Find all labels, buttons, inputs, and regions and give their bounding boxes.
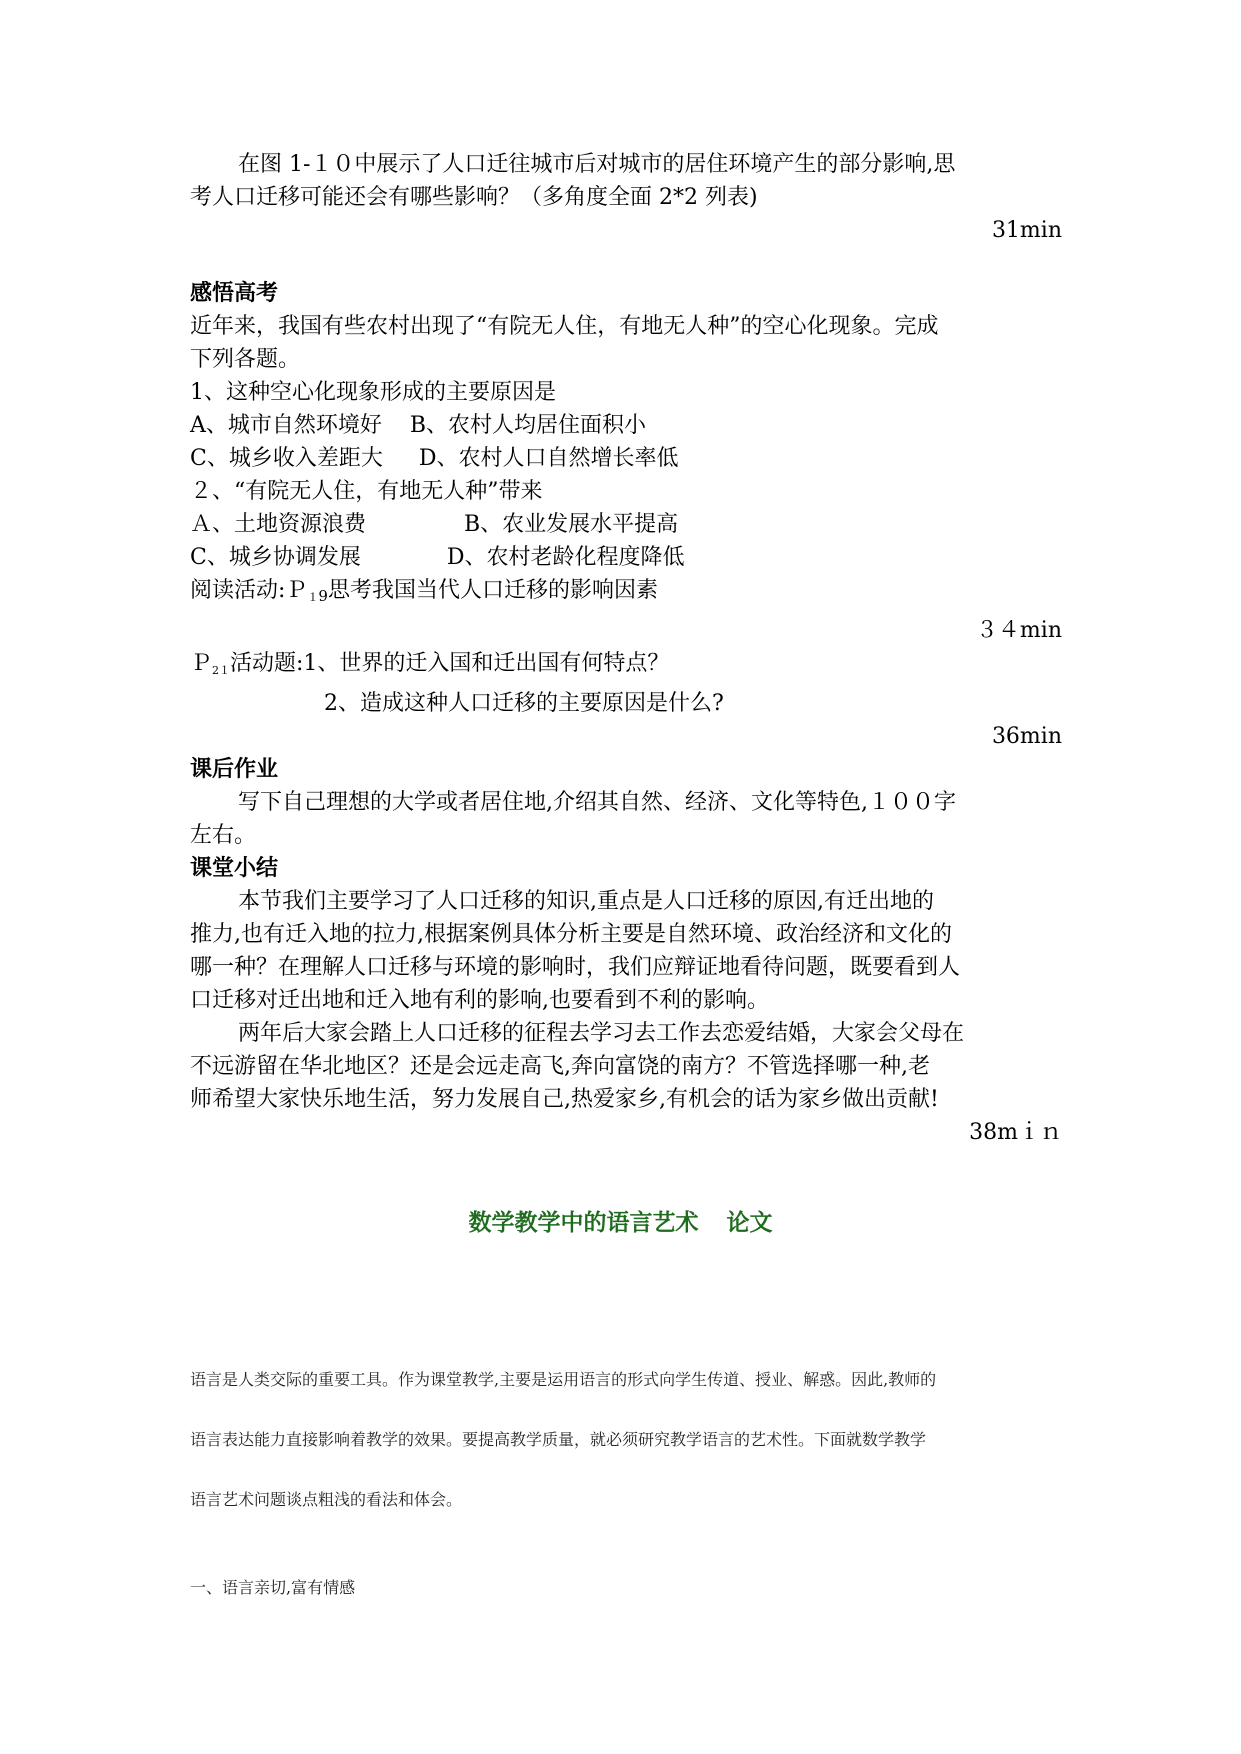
summary-p1-line-2: 推力,也有迁入地的拉力,根据案例具体分析主要是自然环境、政治经济和文化的 bbox=[190, 922, 952, 947]
summary-p1-line-1: 本节我们主要学习了人口迁移的知识,重点是人口迁移的原因,有迁出地的 bbox=[238, 889, 934, 914]
homework-line-1: 写下自己理想的大学或者居住地,介绍其自然、经济、文化等特色,１００字 bbox=[238, 790, 956, 815]
summary-p1-line-4: 口迁移对迁出地和迁入地有利的影响,也要看到不利的影响。 bbox=[190, 988, 769, 1013]
activity-question-1 bbox=[190, 647, 1062, 687]
homework-heading: 课后作业 bbox=[190, 757, 279, 782]
paper-title bbox=[0, 1204, 1241, 1237]
paper-line-2: 语言表达能力直接影响着教学的效果。要提高教学质量，就必须研究教学语言的艺术性。下面就数学教学 bbox=[190, 1430, 927, 1449]
paper-title-tag: 论文 bbox=[726, 1210, 773, 1236]
question-2-options-ab bbox=[190, 508, 1062, 541]
summary-p1-line-3: 哪一种？在理解人口迁移与环境的影响时，我们应辩证地看待问题，既要看到人 bbox=[190, 955, 961, 980]
intro-line-2: 考人口迁移可能还会有哪些影响？（多角度全面 2*2 列表) bbox=[190, 185, 758, 210]
intro-line-1: 在图 1-１０中展示了人口迁往城市后对城市的居住环境产生的部分影响,思 bbox=[238, 152, 956, 177]
question-1-options-ab bbox=[190, 409, 1062, 442]
intro-time: 31min bbox=[991, 218, 1062, 243]
question-1: 1、这种空心化现象形成的主要原因是 bbox=[190, 380, 556, 405]
question-2-options-cd bbox=[190, 541, 1062, 574]
reading-time: ３４min bbox=[975, 618, 1062, 643]
reading-page-sub-2: 9 bbox=[318, 587, 328, 605]
question-1-options-cd bbox=[190, 442, 1062, 475]
question-2: ２、“有院无人住，有地无人种”带来 bbox=[190, 479, 543, 504]
gaokao-stem-2: 下列各题。 bbox=[190, 347, 301, 372]
paper-line-1: 语言是人类交际的重要工具。作为课堂教学,主要是运用语言的形式向学生传道、授业、解惑。因此,教师的 bbox=[190, 1370, 937, 1389]
gaokao-heading: 感悟高考 bbox=[190, 281, 279, 306]
option-d: D、农村人口自然增长率低 bbox=[418, 446, 679, 471]
gaokao-stem-1: 近年来，我国有些农村出现了“有院无人住，有地无人种”的空心化现象。完成 bbox=[190, 314, 939, 339]
paper-section-heading: 一、语言亲切,富有情感 bbox=[190, 1578, 356, 1597]
option-c: C、城乡收入差距大 bbox=[190, 446, 383, 471]
lesson-content bbox=[190, 148, 1062, 1149]
reading-text: 思考我国当代人口迁移的影响因素 bbox=[327, 578, 658, 603]
activity-q1-text: 活动题:1、世界的迁入国和迁出国有何特点？ bbox=[230, 651, 670, 676]
option-a: A、城市自然环境好 bbox=[190, 413, 382, 438]
option-b: B、农村人均居住面积小 bbox=[409, 413, 647, 438]
homework-line-2: 左右。 bbox=[190, 823, 257, 848]
reading-activity bbox=[190, 574, 1062, 614]
reading-page-sub: １ bbox=[307, 591, 319, 604]
option-b: B、农业发展水平提高 bbox=[464, 512, 679, 537]
activity-time: 36min bbox=[991, 724, 1062, 749]
option-a: Ａ、土地资源浪费 bbox=[190, 512, 367, 537]
summary-p2-line-3: 师希望大家快乐地生活，努力发展自己,热爱家乡,有机会的话为家乡做出贡献! bbox=[190, 1087, 939, 1112]
summary-p2-line-2: 不远游留在华北地区？还是会远走高飞,奔向富饶的南方？不管选择哪一种,老 bbox=[190, 1054, 930, 1079]
paper-title-main: 数学教学中的语言艺术 bbox=[468, 1210, 699, 1236]
summary-p2-line-1: 两年后大家会踏上人口迁移的征程去学习去工作去恋爱结婚，大家会父母在 bbox=[238, 1021, 965, 1046]
activity-question-2: 2、造成这种人口迁移的主要原因是什么? bbox=[324, 691, 724, 716]
option-c: C、城乡协调发展 bbox=[190, 545, 361, 570]
option-d: D、农村老龄化程度降低 bbox=[446, 545, 685, 570]
activity-prefix: Ｐ bbox=[190, 651, 213, 676]
reading-prefix: 阅读活动:Ｐ bbox=[190, 578, 308, 603]
summary-time: 38mｉｎ bbox=[969, 1120, 1062, 1145]
paper-line-3: 语言艺术问题谈点粗浅的看法和体会。 bbox=[190, 1490, 463, 1509]
summary-heading: 课堂小结 bbox=[190, 856, 279, 881]
activity-page-sub: 2１ bbox=[212, 664, 231, 677]
